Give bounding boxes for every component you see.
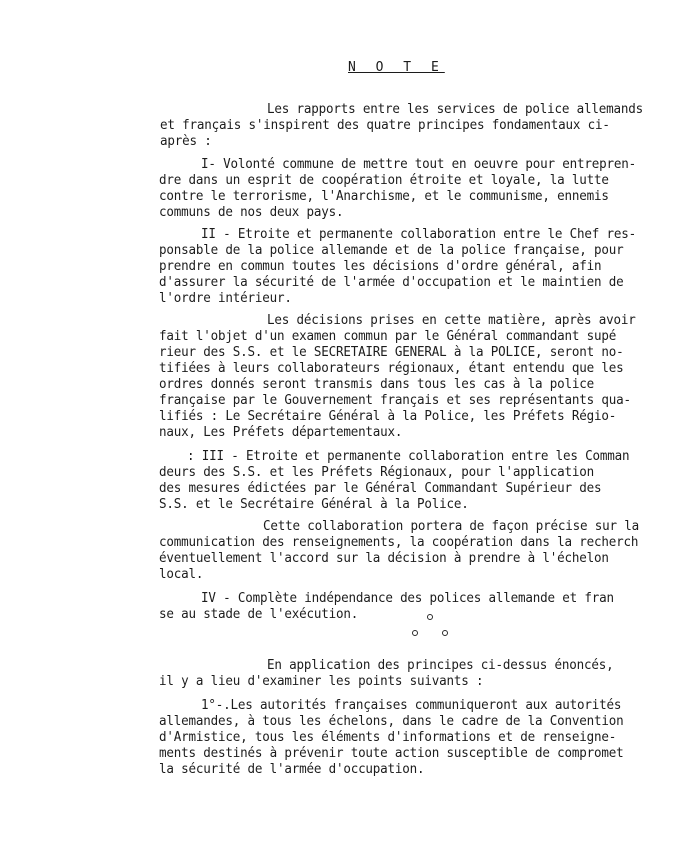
text-line: française par le Gouvernement français et ses représentants qua- — [159, 392, 631, 408]
text-line: ordres donnés seront transmis dans tous les cas à la police — [159, 376, 594, 392]
text-line: local. — [159, 566, 204, 582]
circle-dot-icon — [412, 630, 418, 636]
circle-dot-icon — [427, 614, 433, 620]
text-line: ments destinés à prévenir toute action susceptible de compromet — [159, 745, 624, 761]
text-line: tifiées à leurs collaborateurs régionaux, étant entendu que les — [159, 360, 624, 376]
text-line: il y a lieu d'examiner les points suivants : — [159, 673, 484, 689]
text-line: la sécurité de l'armée d'occupation. — [159, 761, 425, 777]
text-line: communs de nos deux pays. — [159, 204, 344, 220]
separator-dots — [412, 614, 462, 644]
text-line: deurs des S.S. et les Préfets Régionaux, pour l'application — [159, 464, 594, 480]
text-line: naux, Les Préfets départementaux. — [159, 424, 403, 440]
text-line: En application des principes ci-dessus énoncés, — [267, 657, 614, 673]
text-line: lifiés : Le Secrétaire Général à la Police, les Préfets Régio- — [159, 408, 617, 424]
text-line: éventuellement l'accord sur la décision à prendre à l'échelon — [159, 550, 609, 566]
text-line: contre le terrorisme, l'Anarchisme, et le communisme, ennemis — [159, 188, 609, 204]
circle-dot-icon — [442, 630, 448, 636]
text-line: I- Volonté commune de mettre tout en oeuvre pour entrepren- — [201, 156, 636, 172]
text-line: d'Armistice, tous les éléments d'informations et de renseigne- — [159, 729, 617, 745]
text-line: d'assurer la sécurité de l'armée d'occupation et le maintien de — [159, 274, 624, 290]
text-line: Les rapports entre les services de police allemands — [267, 101, 644, 117]
text-line: se au stade de l'exécution. — [159, 606, 359, 622]
text-line: Les décisions prises en cette matière, après avoir — [267, 312, 636, 328]
text-line: dre dans un esprit de coopération étroite et loyale, la lutte — [159, 172, 609, 188]
text-line: des mesures édictées par le Général Commandant Supérieur des — [159, 480, 602, 496]
text-line: 1°-.Les autorités françaises communiqueront aux autorités — [201, 697, 622, 713]
document-title: N O T E — [348, 60, 445, 75]
text-line: Cette collaboration portera de façon précise sur la — [263, 518, 640, 534]
text-line: rieur des S.S. et le SECRETAIRE GENERAL à la POLICE, seront no- — [159, 344, 624, 360]
text-line: S.S. et le Secrétaire Général à la Police. — [159, 496, 469, 512]
text-line: après : — [160, 133, 212, 149]
text-line: IV - Complète indépendance des polices allemande et fran — [201, 590, 614, 606]
text-line: l'ordre intérieur. — [159, 290, 292, 306]
text-line: allemandes, à tous les échelons, dans le cadre de la Convention — [159, 713, 624, 729]
text-line: prendre en commun toutes les décisions d'ordre général, afin — [159, 258, 602, 274]
text-line: II - Etroite et permanente collaboration entre le Chef res- — [201, 226, 636, 242]
text-line: ponsable de la police allemande et de la police française, pour — [159, 242, 624, 258]
text-line: communication des renseignements, la coopération dans la recherch — [159, 534, 639, 550]
text-line: et français s'inspirent des quatre principes fondamentaux ci- — [160, 117, 610, 133]
text-line: fait l'objet d'un examen commun par le Général commandant supé — [159, 328, 617, 344]
text-line: : III - Etroite et permanente collaboration entre les Comman — [187, 448, 630, 464]
